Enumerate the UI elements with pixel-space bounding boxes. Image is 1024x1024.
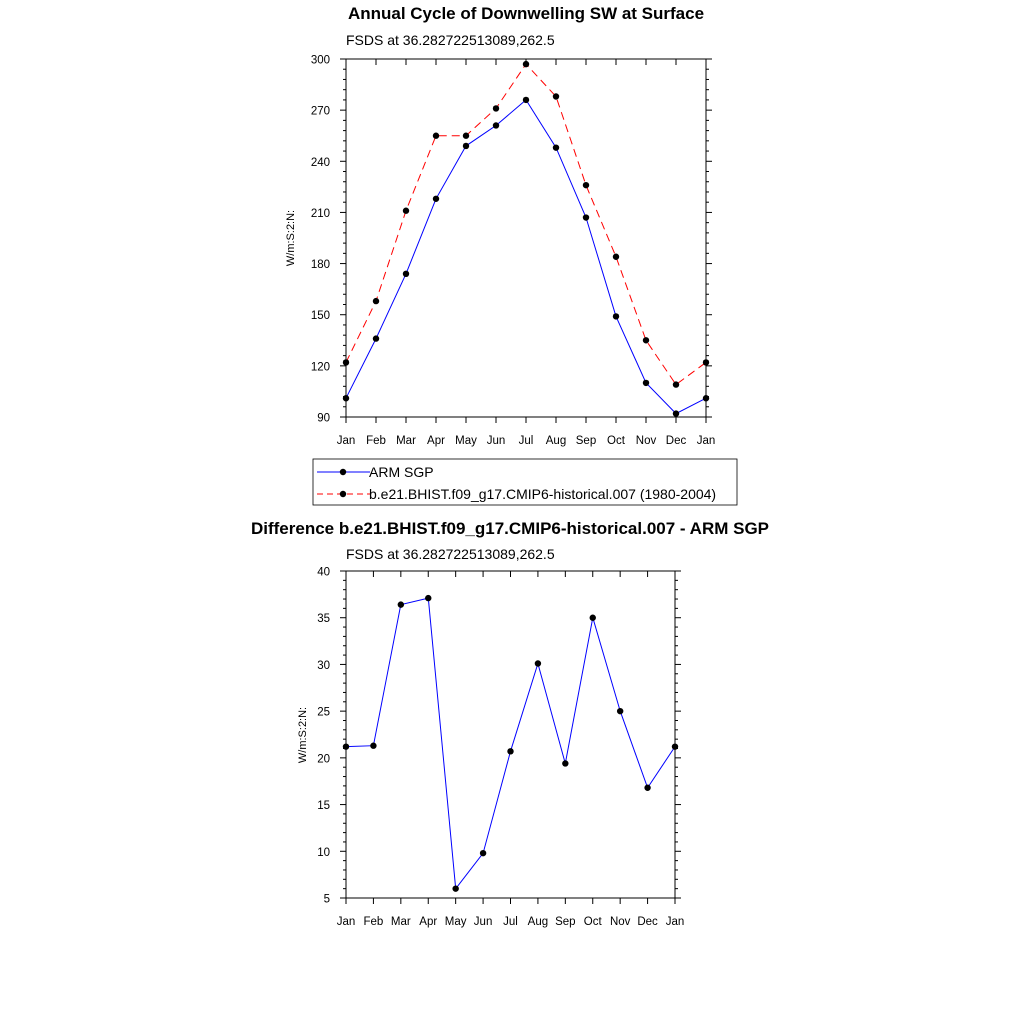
x-tick-label: Apr	[419, 916, 438, 928]
data-point	[617, 708, 623, 714]
data-point	[583, 214, 589, 220]
x-tick-label: May	[444, 916, 467, 928]
data-point	[523, 97, 529, 103]
legend-marker-arm-sgp	[340, 469, 346, 475]
data-point	[703, 359, 709, 365]
data-point	[403, 271, 409, 277]
y-axis-label: W/m:S:2:N:	[297, 706, 309, 764]
data-point	[433, 196, 439, 202]
data-point	[673, 410, 679, 416]
y-tick-label: 150	[310, 310, 330, 323]
y-tick-label: 20	[317, 753, 330, 766]
y-tick-label: 15	[317, 800, 330, 813]
data-point	[463, 133, 469, 139]
data-point	[463, 143, 469, 149]
legend-label-model: b.e21.BHIST.f09_g17.CMIP6-historical.007 (1980-2004)	[369, 486, 717, 502]
data-point	[703, 395, 709, 401]
x-tick-label: Feb	[363, 916, 384, 928]
x-tick-label: Sep	[555, 916, 576, 928]
x-tick-label: Aug	[527, 916, 549, 928]
x-tick-label: Dec	[665, 435, 687, 447]
data-point	[398, 601, 404, 607]
series-points	[343, 61, 709, 417]
x-tick-label: Jul	[503, 916, 518, 928]
y-tick-label: 210	[310, 207, 330, 220]
data-point	[590, 615, 596, 621]
x-tick-label: Jan	[336, 435, 356, 447]
x-tick-label: Sep	[575, 435, 597, 447]
series-points	[343, 595, 678, 892]
x-tick-label: May	[455, 435, 477, 447]
x-tick-label: Jan	[696, 435, 716, 447]
y-tick-label: 5	[323, 893, 330, 906]
plot-frame	[346, 59, 706, 417]
legend	[313, 459, 737, 505]
data-point	[343, 395, 349, 401]
series-line-0	[346, 100, 706, 414]
data-point	[523, 61, 529, 67]
x-tick-label: Nov	[609, 916, 631, 928]
x-tick-label: Mar	[396, 435, 416, 447]
x-tick-label: Jun	[486, 435, 506, 447]
data-point	[535, 660, 541, 666]
y-tick-label: 40	[317, 566, 330, 579]
y-tick-label: 25	[317, 706, 330, 719]
data-point	[507, 748, 513, 754]
annual-cycle-panel	[285, 4, 737, 505]
data-point	[343, 359, 349, 365]
y-tick-label: 180	[310, 259, 330, 272]
x-tick-label: Mar	[390, 916, 411, 928]
data-point	[562, 760, 568, 766]
data-point	[403, 208, 409, 214]
x-tick-label: Jun	[473, 916, 493, 928]
x-tick-label: Oct	[583, 916, 602, 928]
tick-labels	[311, 55, 715, 448]
x-tick-label: Jan	[336, 916, 356, 928]
y-tick-label: 300	[310, 54, 330, 67]
legend-label-arm-sgp: ARM SGP	[369, 464, 434, 480]
x-tick-label: Apr	[427, 435, 445, 447]
data-point	[553, 93, 559, 99]
data-point	[673, 381, 679, 387]
chart-subtitle: FSDS at 36.282722513089,262.5	[346, 546, 555, 562]
data-point	[493, 105, 499, 111]
data-point	[425, 595, 431, 601]
data-point	[553, 144, 559, 150]
plot-frame	[346, 571, 675, 898]
y-tick-label: 10	[317, 846, 330, 859]
data-point	[583, 182, 589, 188]
series-line-1	[346, 64, 706, 385]
series-line-0	[346, 598, 675, 889]
x-tick-label: Dec	[637, 916, 658, 928]
chart-subtitle: FSDS at 36.282722513089,262.5	[346, 32, 555, 48]
data-point	[433, 133, 439, 139]
data-point	[613, 313, 619, 319]
x-tick-label: Oct	[607, 435, 625, 447]
series-lines	[346, 598, 675, 889]
x-tick-label: Nov	[635, 435, 657, 447]
y-tick-label: 270	[310, 105, 330, 118]
data-point	[643, 380, 649, 386]
data-point	[644, 785, 650, 791]
data-point	[613, 254, 619, 260]
y-tick-label: 120	[310, 361, 330, 374]
chart-title: Annual Cycle of Downwelling SW at Surface	[347, 4, 705, 23]
data-point	[370, 743, 376, 749]
x-tick-label: Feb	[366, 435, 386, 447]
difference-panel	[251, 519, 769, 928]
chart-title: Difference b.e21.BHIST.f09_g17.CMIP6-historical.007 - ARM SGP	[250, 519, 770, 538]
y-tick-label: 30	[317, 659, 330, 672]
x-tick-label: Jan	[665, 916, 685, 928]
data-point	[493, 122, 499, 128]
data-point	[480, 850, 486, 856]
data-point	[373, 335, 379, 341]
y-tick-label: 35	[317, 613, 330, 626]
y-axis-label: W/m:S:2:N:	[285, 209, 297, 267]
series-lines	[346, 64, 706, 414]
y-tick-label: 240	[310, 156, 330, 169]
data-point	[373, 298, 379, 304]
data-point	[672, 743, 678, 749]
x-tick-label: Jul	[518, 435, 534, 447]
x-tick-label: Aug	[545, 435, 567, 447]
data-point	[643, 337, 649, 343]
data-point	[452, 885, 458, 891]
legend-marker-model	[340, 491, 346, 497]
data-point	[343, 743, 349, 749]
y-tick-label: 90	[317, 412, 330, 425]
